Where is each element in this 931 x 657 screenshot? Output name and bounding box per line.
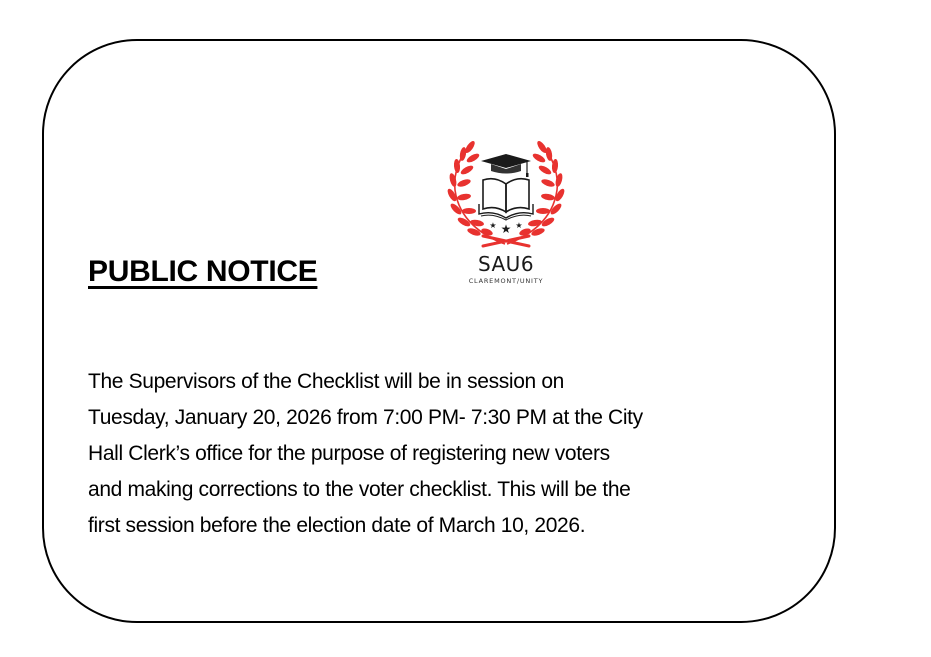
svg-text:★: ★ [500, 222, 512, 236]
logo-name: SAU6 [477, 252, 535, 276]
svg-text:★: ★ [515, 221, 523, 230]
notice-body [88, 364, 818, 544]
sau6-logo [443, 140, 569, 290]
body-line: The Supervisors of the Checklist will be in session on [88, 370, 564, 393]
body-line: first session before the election date of March 10, 2026. [88, 514, 586, 537]
body-line: Hall Clerk’s office for the purpose of registering new voters [88, 442, 610, 465]
logo-subtitle: CLAREMONT/UNITY [468, 277, 544, 285]
svg-text:★: ★ [489, 221, 497, 230]
laurel-graduation-cap-book-icon [443, 140, 569, 252]
body-line: Tuesday, January 20, 2026 from 7:00 PM- 7:30 PM at the City [88, 406, 643, 429]
notice-title: PUBLIC NOTICE [88, 255, 318, 288]
body-line: and making corrections to the voter checklist. This will be the [88, 478, 631, 501]
